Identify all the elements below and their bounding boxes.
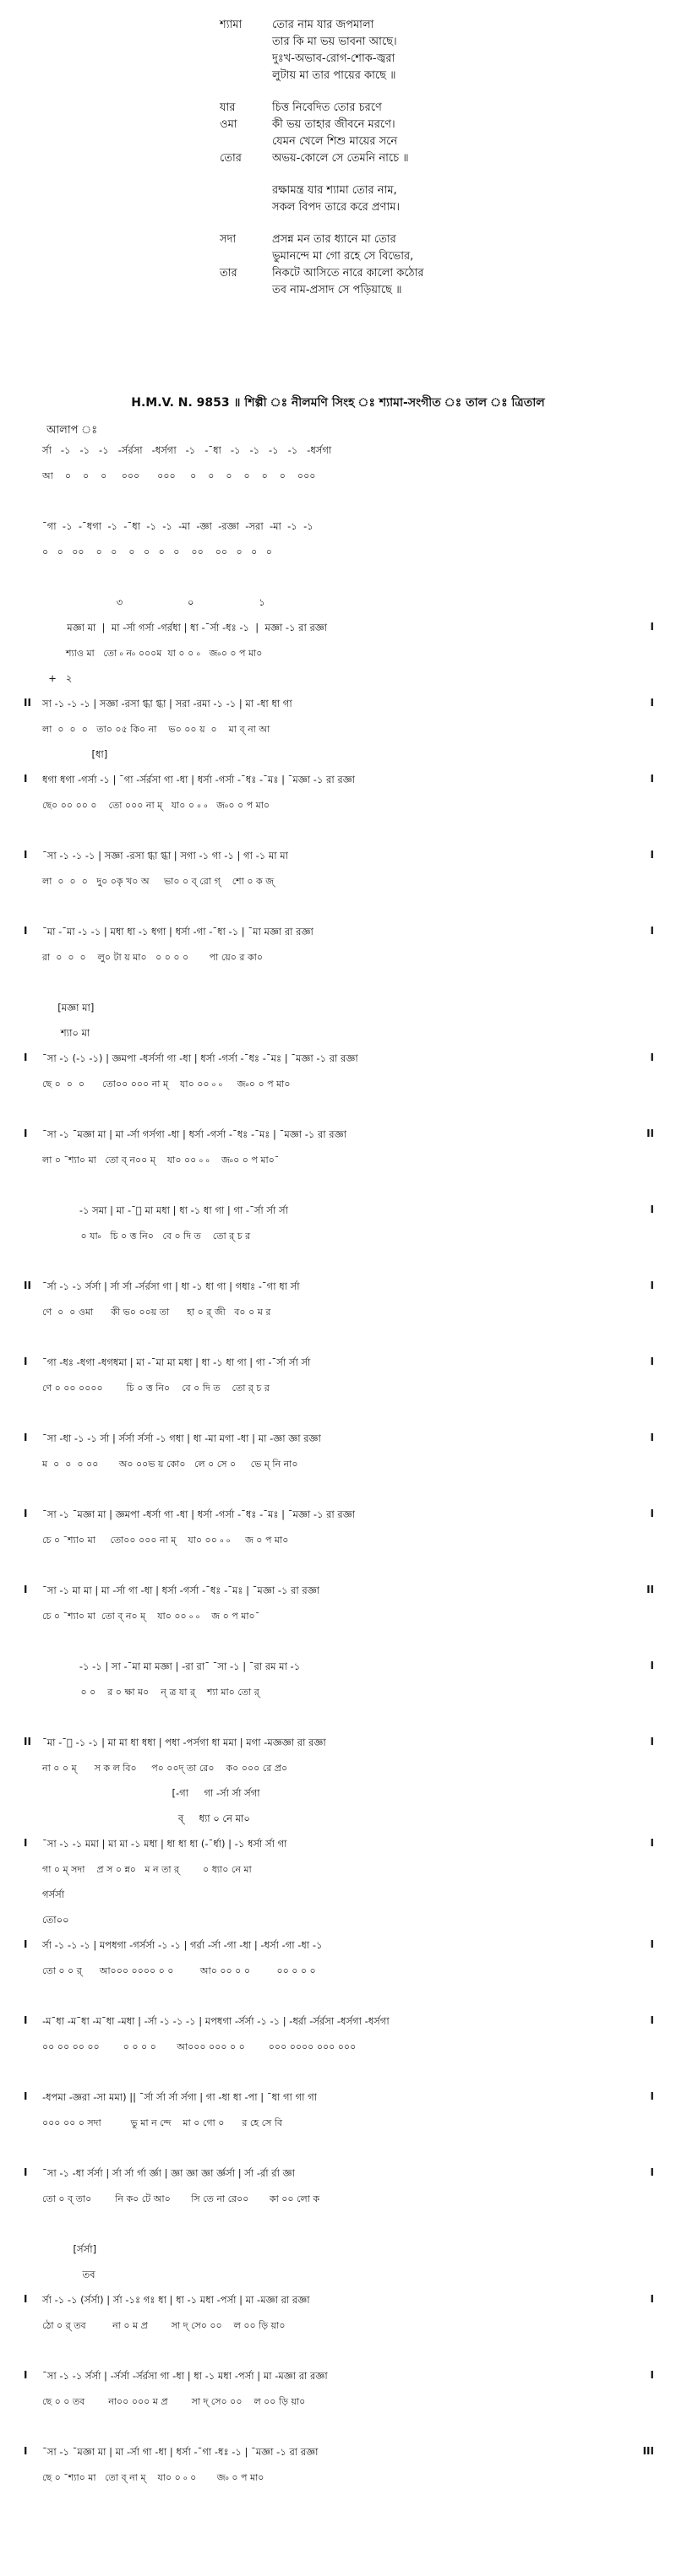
bar-line-right: I [650,849,654,861]
notation-text: [র্সর্সা] [42,2243,97,2255]
lyrics-line [220,133,575,150]
lyrics-line [220,282,575,299]
lyrics-line [220,68,575,84]
lyrics-line-label [220,68,272,84]
lyrics-line-text: সকল বিপদ তারে করে প্রণাম। [272,201,401,214]
notation-row [17,1660,659,1685]
lyrics-line-label: শ্যামা [220,19,243,31]
lyrics-line-label [220,182,272,199]
bar-line-right: I [650,1508,654,1519]
notation-text: লা ০ ০ ০ দু০ ০কৃ খ০ অ ভা০ ০ ব্ রো গ্ শো ০ ক জ্ [42,876,275,887]
notation-row [17,1482,659,1508]
notation-row [17,899,659,925]
notation-text: লা ০ ˉশ্যা০ মা তো ব্ ন০০ ম্ যা০ ০০ ৹ ৹ জ৹০ ০ প মা০ˉ [42,1155,280,1166]
notation-text: ০ ০ র ০ ক্ষা ম০ ন্ ত্র যা র্ শ্যা মা০ তো র্ [42,1687,259,1698]
lyrics-line [220,265,575,282]
bar-line-left: I [24,773,28,785]
lyrics-line-label [220,282,272,299]
notation-lyric-row [17,469,659,494]
bar-line-left: II [24,1280,31,1291]
notation-text: ব্ ধ্যা ০ নে মা০ [42,1812,250,1824]
notation-text: -মˉধা -মˉধা -মˉধা -মধা | -র্সা -১ -১ -১ | মপধগা -র্সর্সা -১ -১ | -ধর্রা -র্সর্রসা -ধর্সগা -ধর্সগা [42,2015,390,2027]
notation-block [17,443,659,2496]
bar-line-right: I [650,1052,654,1063]
notation-lyric-row [17,2394,659,2420]
lyrics-line [220,100,575,117]
lyrics-line-text: দুঃখ-অভাব-রোগ-শোক-জ্বরা [272,52,395,65]
lyrics-line-text: লুটায় মা তার পায়ের কাছে ॥ [272,69,396,82]
notation-text: ˉর্সা -১ -১ র্সর্সা | র্সা র্সা -র্সর্রসা গা | ধা -১ ধা গা | গধাঃ -ˉগা ধা র্সা [42,1280,300,1292]
lyrics-line-label: তার [220,267,237,280]
notation-text: ০০ ০০ ০০ ০০ ০ ০ ০ ০ আ০০০ ০০০ ০ ০ ০০০ ০০০০ ০০০ ০০০ [42,2041,357,2052]
notation-row [17,2344,659,2369]
bar-line-right: II [646,1128,654,1139]
notation-text: র্সা -১ -১ (র্সর্সা) | র্সা -১ঃ গঃ ধা | ধা -১ মধা -পর্সা | মা -মজ্ঞা রা রজ্ঞা [42,2294,310,2306]
lyrics-line-text: রক্ষামন্ত্র যার শ্যামা তোর নাম, [272,184,397,197]
notation-row [17,773,659,798]
notation-lyric-row [17,1229,659,1254]
notation-text: [-গা গা -র্সা র্সা র্সগা [42,1787,260,1799]
notation-row [17,1584,659,1609]
lyrics-line-label: সদা [220,233,237,246]
notation-lyric-row [17,874,659,899]
notation-text: তো ০ ০ র্ আ০০০ ০০০০ ০ ০ আ০ ০০ ০ ০ ০০ ০ ০ ০ [42,1965,316,1976]
lyrics-line-text: চিত্ত নিবেদিত তোর চরণে [272,101,382,114]
notation-text: ˉসা -১ -১ মমা | মা মা -১ মধা | ধা ধা ধা (-ˉর্ধা) | -১ ধর্সা র্সা গা [42,1838,287,1850]
notation-row [17,1204,659,1229]
notation-lyric-row [17,1077,659,1102]
notation-text: ˉসা -১ ˉমজ্ঞা মা | মা -র্সা গর্সগা -ধা | ধর্সা -গর্সা -ˉধঃ -ˉমঃ | ˉমজ্ঞা -১ রা রজ্ঞা [42,1128,346,1140]
notation-text: [মজ্ঞা মা] [42,1002,95,1014]
notation-text: ছে ০ ০ ০ তো০০ ০০০ না ম্ যা০ ০০ ৹ ৹ জ৹০ ০ প মা০ [42,1079,291,1090]
notation-lyric-row [17,722,659,747]
notation-text: ˉসা -ধা -১ -১ র্সা | র্সর্সা র্সর্সা -১ গধা | ধা -মা মগা -ধা | মা -জ্ঞা জ্ঞা রজ্ঞা [42,1432,321,1444]
lyrics-line [220,150,575,167]
bar-line-left: I [24,1584,28,1595]
notation-text: ˉসা -১ ˉমজ্ঞা মা | মা -র্সা গা -ধা | ধর্সা -ˉগা -ধঃ -১ | ˉমজ্ঞা -১ রা রজ্ঞা [42,2446,319,2458]
notation-text: চে ০ ˉশ্যা০ মা তো ব্ ন০ ম্ যা০ ০০ ৹ ৹ জ ০ প মা০ˉ [42,1611,260,1622]
notation-row [17,1558,659,1584]
notation-text: ˉমা -ˉা -১ -১ | মা মা ধা ধধা | পধা -পর্সগা ধা মমা | মগা -মজ্ঞজ্ঞা রা রজ্ঞা [42,1736,326,1748]
bar-line-right: I [650,1204,654,1215]
notation-row [17,2445,659,2470]
notation-text: শ্যাও মা তো ৹ ন৹ ০০০ম যা ০ ০ ৹ জ৹০ ০ প মা০ [42,648,263,659]
notation-text: [ধা] [42,748,108,760]
bar-line-left: I [24,1432,28,1443]
bar-line-right: I [650,1837,654,1849]
notation-text: ছে০ ০০ ০০ ০ তো ০০০ না ম্ যা০ ০ ৹ ৹ জ৹০ ০ প মা০ [42,800,270,811]
bar-line-right: I [650,2369,654,2381]
notation-lyric-row [17,1761,659,1786]
notation-lyric-row [17,1862,659,1888]
notation-lyric-row [17,1964,659,1989]
lyrics-line-text: ভুমানন্দে মা গো রহে সে বিভোর, [272,250,414,263]
notation-text: গর্সর্সা [42,1889,65,1900]
notation-text: ৩ ০ ১ [42,596,265,608]
lyrics-line-label [220,133,272,150]
notation-row [17,1634,659,1660]
lyrics-line [220,199,575,216]
notation-text: ˉগা -ধঃ -ধগা -ধগধমা | মা -ˉমা মা মধা | ধা -১ ধা গা | গা -ˉর্সা র্সা র্সা [42,1356,311,1368]
notation-row [17,925,659,950]
bar-line-right: II [646,1584,654,1595]
lyrics-line [220,34,575,51]
notation-text: ঠো ০ র্ তব না ০ ম প্র সা দ্ সে০ ০০ ল ০০ ড়ি য়া০ [42,2320,286,2331]
notation-row [17,1508,659,1533]
bar-line-left: I [24,2090,28,2102]
notation-text: ০ যা৹ চি ০ ত্ত নি০ বে ০ দি ত তো র্ চ র [42,1231,251,1242]
notation-row [17,519,659,545]
bar-line-left: I [24,925,28,937]
notation-text: ˉসা -১ মা মা | মা -র্সা গা -ধা | ধর্সা -গর্সা -ˉধঃ -ˉমঃ | ˉমজ্ঞা -১ রা রজ্ঞা [42,1584,320,1596]
lyrics-line-text: তব নাম-প্রসাদ সে পড়িয়াছে ॥ [272,284,402,296]
lyrics-line [220,51,575,68]
notation-text: মজ্ঞা মা | মা -র্সা গর্সা -গর্রধা | ধা -ˉর্সা ‑ধঃ -১ | মজ্ঞা -১ রা রজ্ঞা [42,622,328,633]
lyrics-line [220,117,575,133]
lyrics-line-label [220,199,272,216]
bar-line-left: I [24,1938,28,1950]
notation-row [17,1406,659,1432]
notation-lyric-row [17,2470,659,2496]
notation-text: রা ০ ০ ০ লু০ টা য় মা০ ০ ০ ০ ০ পা য়ে০ র কা০ [42,952,264,963]
notation-lyric-row [17,1609,659,1634]
notation-row [17,2369,659,2394]
bar-line-right: III [642,2445,654,2457]
notation-row [17,621,659,646]
notation-lyric-row [17,1457,659,1482]
notation-text: ˉসা -১ ˉমজ্ঞা মা | জ্ঞমপা -ধর্সা গা -ধা | ধর্সা -গর্সা -ˉধঃ -ˉমঃ | ˉমজ্ঞা -১ রা রজ্ঞা [42,1508,356,1520]
notation-text: তব [42,2269,95,2280]
notation-row [17,570,659,595]
bar-line-right: I [650,1356,654,1367]
bar-line-right: I [650,1660,654,1671]
notation-lyric-row [17,798,659,823]
lyrics-line [220,182,575,199]
notation-lyric-row [17,646,659,671]
bar-line-left: I [24,1356,28,1367]
notation-lyric-row [17,1305,659,1330]
notation-lyric-row [17,1153,659,1178]
lyrics-line-text: অভয়-কোলে সে তেমনি নাচে ॥ [272,152,409,165]
notation-row [17,1178,659,1204]
lyrics-line-label: ওমা [220,118,237,131]
notation-text: র্সা -১ -১ -১ -র্সর্রসা -ধর্সগা -১ -ˉধা -১ -১ -১ -১ -ধর্সগা [42,444,332,456]
notation-row [17,1356,659,1381]
notation-text: ০ ০ ০০ ০ ০ ০ ০ ০ ০ ০০ ০০ ০ ০ ০ [42,546,272,557]
notation-lyric-row [17,2116,659,2141]
notation-text: গা ০ ম্ সদা প্র স ০ ন্ন০ ম ন তা র্ ০ ধ্যা০ নে মা [42,1864,252,1875]
bar-line-left: II [24,1736,31,1747]
bar-line-right: I [650,2090,654,2102]
lyrics-line [220,17,575,34]
lyrics-line-label: যার [220,101,236,114]
lyrics-line-text: নিকটে আসিতে নারে কালো কঠোর [272,267,424,280]
notation-row [17,2242,659,2268]
bar-line-left: I [24,1837,28,1849]
bar-line-right: I [650,1432,654,1443]
lyrics-line [220,231,575,248]
bar-line-right: I [650,621,654,633]
notation-text: ˉসা -১ -১ র্সর্সা | -র্সর্সা -র্সর্রসা গা -ধা | ধা -১ মধা -পর্সা | মা -মজ্ঞা রা রজ্ঞা [42,2370,328,2382]
notation-lyric-row [17,545,659,570]
notation-row [17,1052,659,1077]
notation-row [17,1330,659,1356]
notation-row [17,1888,659,1913]
notation-row [17,1128,659,1153]
notation-text: ˉসা -১ -ধা র্সর্সা | র্সা র্সা র্গা র্জ্ঞা | জ্ঞা জ্ঞা জ্ঞা র্জ্ঞর্সা | র্সা -র্রা র্রা জ্ঞা [42,2167,295,2179]
notation-row [17,1736,659,1761]
notation-row [17,1102,659,1128]
notation-text: -১ -১ | সা -ˉমা মা মজ্ঞা | -রা রাˉ ˉসা -১ | ˉরা রম মা -১ [42,1660,301,1672]
notation-row [17,1280,659,1305]
notation-text: -ধপমা -জ্ঞরা -সা মমা) || ˉর্সা র্সা র্সা র্সগা | গা -ধা ধা -পা | ˉধা গা গা গা [42,2091,317,2103]
notation-text: ০০০ ০০ ০ সদা ভু মা ন ন্দে মা ০ গো ০ র হে সে বি [42,2117,283,2128]
bar-line-right: I [650,697,654,709]
bar-line-right: I [650,2293,654,2305]
notation-row [17,1026,659,1052]
lyrics-stanza [220,17,575,84]
notation-text: র্সা -১ -১ -১ | মপধগা -গর্সর্সা -১ -১ | গর্রা -র্সা -গা -ধা | -ধর্সা -গা -ধা -১ [42,1939,323,1951]
bar-line-left: I [24,1052,28,1063]
notation-row [17,823,659,849]
notation-text: + ২ [42,672,73,684]
notation-lyric-row [17,1381,659,1406]
notation-text: ˉমা -ˉমা -১ -১ | মধা ধা -১ ধগা | ধর্সা -গা -ˉধা -১ | ˉমা মজ্ঞা রা রজ্ঞা [42,926,313,937]
notation-row [17,1001,659,1026]
notation-text: ˉগা -১ -ˉধগা -১ -ˉধা -১ -১ -মা -জ্ঞা -রজ্ঞা -সরা -মা -১ -১ [42,520,313,532]
lyrics-line-text: যেমন খেলে শিশু মায়ের সনে [272,135,398,148]
lyrics-line-text: তার কি মা ভয় ভাবনা আছে। [272,35,397,48]
bar-line-right: I [650,1938,654,1950]
lyrics-line-text: তোর নাম যার জপমালা [272,19,374,31]
lyrics-line-text: কী ভয় তাহার জীবনে মরণে। [272,118,395,131]
bar-line-right: I [650,1736,654,1747]
record-heading: H.M.V. N. 9853 ॥ শিল্পী ঃ নীলমণি সিংহ ঃ শ্যামা-সংগীত ঃ তাল ঃ ত্রিতাল [131,396,545,410]
bar-line-left: I [24,2293,28,2305]
lyrics-line-label [220,248,272,265]
notation-row [17,1786,659,1812]
notation-row [17,494,659,519]
notation-lyric-row [17,1685,659,1710]
bar-line-right: I [650,2014,654,2026]
bar-line-left: I [24,849,28,861]
notation-row [17,2065,659,2090]
lyrics-line-label: তোর [220,152,242,165]
notation-text: তো ০ ব্ তা০ নি ক০ টে আ০ সি তে না রে০০ কা ০০ লো ক [42,2193,320,2204]
notation-text: ˉসা -১ (-১ -১) | জ্ঞমপা -ধর্সর্সা গা -ধা | ধর্সা -গর্সা -ˉধঃ -ˉমঃ | ˉমজ্ঞা -১ রা রজ্ঞা [42,1052,358,1064]
notation-lyric-row [17,2318,659,2344]
notation-row [17,2420,659,2445]
notation-lyric-row [17,2192,659,2217]
notation-row [17,671,659,697]
notation-text: তো০০ [42,1914,69,1926]
bar-line-left: I [24,2445,28,2457]
lyrics-block [220,17,575,314]
notation-row [17,1938,659,1964]
notation-row [17,2268,659,2293]
notation-text: না ০ ০ ম্ স ক ল বি০ প০ ০০দ্ তা রে০ ক০ ০০০ রে প্র০ [42,1763,288,1774]
notation-row [17,747,659,773]
bar-line-right: I [650,1280,654,1291]
notation-row [17,2217,659,2242]
notation-lyric-row [17,2040,659,2065]
notation-text: আ ০ ০ ০ ০০০ ০০০ ০ ০ ০ ০ ০ ০ ০০০ [42,470,316,481]
notation-text: ছে ০ ০ তব না০০ ০০০ ম প্র সা দ্ সে০ ০০ ল ০০ ড়ি য়া০ [42,2396,306,2407]
bar-line-left: I [24,2369,28,2381]
notation-text: চে ০ ˉশ্যা০ মা তো০০ ০০০ না ম্ যা০ ০০ ৹ ৹ জ ০ প মা০ [42,1535,289,1546]
bar-line-right: I [650,925,654,937]
notation-row [17,1989,659,2014]
notation-text: সা -১ -১ -১ | সজ্ঞা -রসা গ্ধা গ্ধা | সরা -রমা -১ -১ | মা -ধা ধা গা [42,698,292,709]
notation-row [17,595,659,621]
notation-row [17,1710,659,1736]
bar-line-left: I [24,1508,28,1519]
notation-row [17,849,659,874]
bar-line-right: I [650,773,654,785]
lyrics-line-label [220,51,272,68]
bar-line-left: II [24,697,31,709]
notation-text: -১ সমা | মা -ˉা মা মধা | ধা -১ ধা গা | গা -ˉর্সা র্সা র্সা [42,1204,288,1216]
notation-row [17,697,659,722]
alap-label: আলাপ ঃ [46,424,98,437]
notation-row [17,443,659,469]
notation-text: ধগা ধগা -গর্সা -১ | ˉগা -র্সর্রসা গা -ধা | ধর্সা -গর্সা -ˉধঃ -ˉমঃ | ˉমজ্ঞা -১ রা রজ্ঞা [42,774,356,785]
notation-row [17,2090,659,2116]
lyrics-stanza [220,100,575,167]
bar-line-left: I [24,1128,28,1139]
notation-row [17,1432,659,1457]
lyrics-line-text: প্রসন্ন মন তার ধ্যানে মা তোর [272,233,396,246]
notation-row [17,2141,659,2166]
notation-row [17,2293,659,2318]
notation-row [17,2166,659,2192]
notation-row [17,976,659,1001]
notation-text: ণে ০ ০০ ০০০০ চি ০ ত্ত নি০ বে ০ দি ত তো র্ চ র [42,1383,270,1394]
notation-lyric-row [17,1533,659,1558]
notation-row [17,1812,659,1837]
notation-row [17,2014,659,2040]
notation-text: ণে ০ ০ ওমা কী ভ০ ০০য় তা হা ০ র্ জী ব০ ০ ম র [42,1307,271,1318]
lyrics-line-label [220,34,272,51]
bar-line-left: I [24,2014,28,2026]
lyrics-line [220,248,575,265]
notation-row [17,1254,659,1280]
bar-line-left: I [24,2166,28,2178]
notation-text: ম ০ ০ ০ ০০ অ০ ০০ভ য় কো০ লে ০ সে ০ ভে ম্ নি না০ [42,1459,298,1470]
lyrics-stanza [220,182,575,216]
notation-text: লা ০ ০ ০ তা০ ০৫ কি০ না ভ০ ০০ য় ০ মা ব্ না আ [42,724,270,735]
notation-text: ˉসা -১ -১ -১ | সজ্ঞা -রসা গ্ধা গ্ধা | সগা -১ গা -১ | গা -১ মা মা [42,850,288,861]
notation-row [17,1913,659,1938]
notation-text: শ্যা০ মা [42,1027,90,1039]
bar-line-right: I [650,2166,654,2178]
notation-lyric-row [17,950,659,976]
notation-text: ছে ০ ˉশ্যা০ মা তো ব্ না ম্ যা০ ০ ৹ ০ জ৹ ০ প মা০ [42,2472,264,2483]
lyrics-stanza [220,231,575,299]
notation-row [17,1837,659,1862]
